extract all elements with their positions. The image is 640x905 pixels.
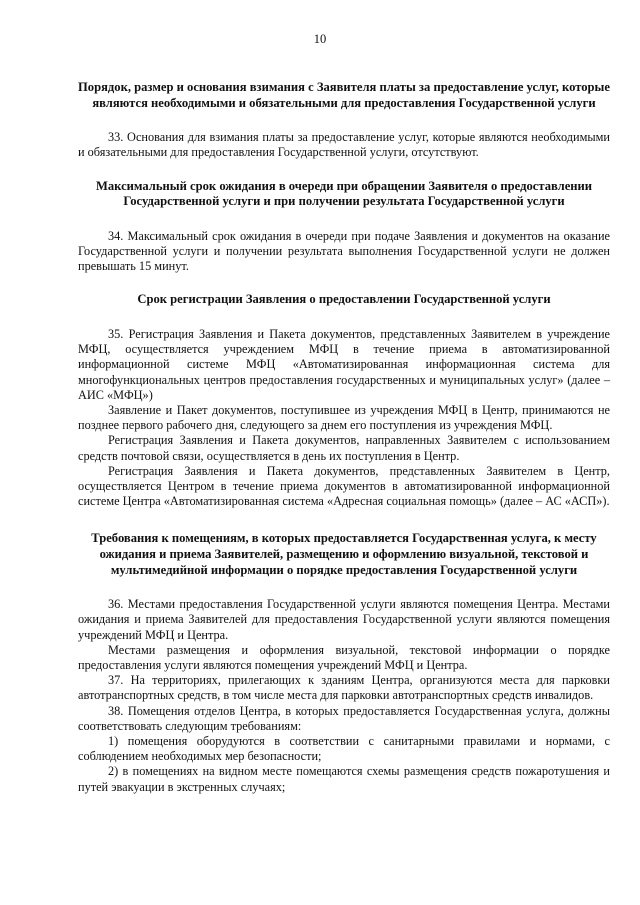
paragraph-36-info: Местами размещения и оформления визуальной, текстовой информации о порядке предоставления услуги являются помещения учреждений МФЦ и Центра. [78,642,610,673]
paragraph-38-item-2: 2) в помещениях на видном месте помещаются схемы размещения средств пожаротушения и путей эвакуации в экстренных случаях; [78,764,610,794]
section-heading-waiting-time: Максимальный срок ожидания в очереди при обращении Заявителя о предоставлении Государственной услуги и при получении результата Государственной услуги [95,178,593,209]
paragraph-34: 34. Максимальный срок ожидания в очереди при подаче Заявления и документов на оказание Государственной услуги и получении результата выполнения Государственной услуги не должен превышать 15 минут. [78,228,610,274]
paragraph-38: 38. Помещения отделов Центра, в которых предоставляется Государственная услуга, должны соответствовать следующим требованиям: [78,703,610,733]
section-heading-premises: Требования к помещениям, в которых предоставляется Государственная услуга, к месту ожидания и приема Заявителей, размещению и оформлению визуальной, текстовой и мультимедийной информации о порядке предоставления Государственной услуги [91,531,597,577]
section-heading-fee: Порядок, размер и основания взимания с Заявителя платы за предоставление услуг, которые являются необходимыми и обязательными для предоставления Государственной услуги [78,80,610,110]
paragraph-38-item-1: 1) помещения оборудуются в соответствии с санитарными правилами и нормами, с соблюдением необходимых мер безопасности; [78,734,610,764]
page-number: 10 [313,32,327,46]
document-body [78,80,610,795]
paragraph-35-post: Регистрация Заявления и Пакета документов, направленных Заявителем с использованием средств почтовой связи, осуществляется в день их поступления в Центр. [78,433,610,463]
paragraph-33: 33. Основания для взимания платы за предоставление услуг, которые являются необходимыми и обязательными для предоставления Государственной услуги, отсутствуют. [78,130,610,160]
section-heading-registration: Срок регистрации Заявления о предоставлении Государственной услуги [137,292,551,307]
paragraph-35: 35. Регистрация Заявления и Пакета документов, представленных Заявителем в учреждение МФЦ, осуществляется учреждением МФЦ в течение приема в автоматизированной информационной системе МФЦ «Автоматизированная информационная система для многофункциональных центров предоставления государственных и муниципальных услуг» (далее – АИС «МФЦ») [78,326,610,402]
paragraph-37: 37. На территориях, прилегающих к зданиям Центра, организуются места для парковки автотранспортных средств, в том числе места для парковки автотранспортных средств инвалидов. [78,673,610,703]
paragraph-35-mfc: Заявление и Пакет документов, поступившее из учреждения МФЦ в Центр, принимаются не позднее первого рабочего дня, следующего за днем его поступления из учреждения МФЦ. [78,403,610,433]
paragraph-35-center: Регистрация Заявления и Пакета документов, представленных Заявителем в Центр, осуществляется Центром в течение приема документов в автоматизированной информационной системе Центра «Автоматизированная система «Адресная социальная помощь» (далее – АС «АСП»). [78,463,610,509]
paragraph-36: 36. Местами предоставления Государственной услуги являются помещения Центра. Местами ожидания и приема Заявителей для предоставления Государственной услуги являются помещения учреждений МФЦ и Центра. [78,597,610,642]
